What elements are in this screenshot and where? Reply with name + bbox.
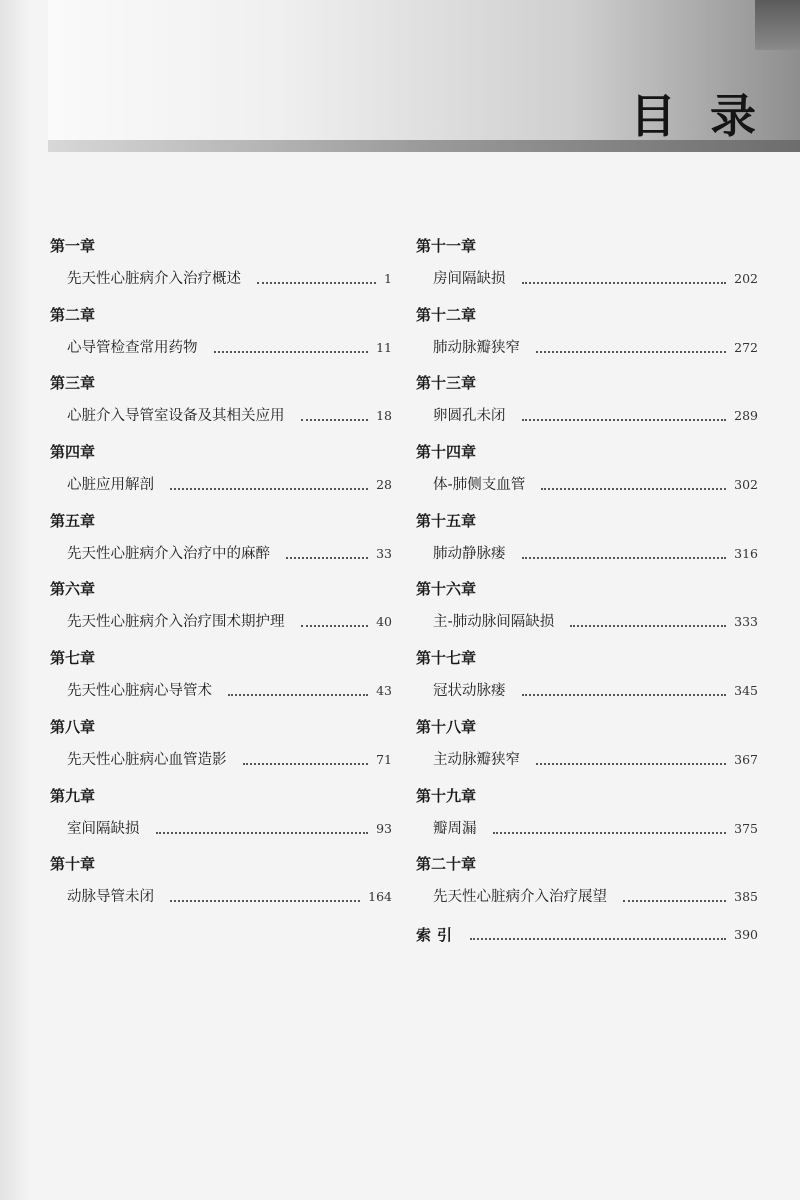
chapter-number: 第九章	[50, 786, 96, 805]
chapter-number: 第十二章	[416, 305, 477, 324]
toc-entry[interactable]	[416, 236, 758, 305]
entry-line	[433, 679, 758, 701]
page-number: 367	[734, 751, 758, 767]
entry-line	[67, 473, 392, 495]
toc-entry[interactable]	[50, 305, 392, 374]
dot-leader	[522, 282, 727, 284]
toc-entry[interactable]	[50, 579, 392, 648]
page-number: 1	[384, 271, 392, 286]
toc-entry[interactable]	[50, 786, 392, 855]
chapter-number: 第十三章	[416, 374, 477, 393]
chapter-number: 第八章	[50, 717, 96, 736]
chapter-title[interactable]: 肺动脉瓣狭窄	[433, 339, 520, 356]
chapter-number: 第四章	[50, 443, 96, 462]
chapter-title[interactable]: 动脉导管未闭	[67, 889, 154, 906]
chapter-number: 第十一章	[416, 237, 477, 255]
chapter-title[interactable]: 先天性心脏病介入治疗展望	[433, 889, 607, 906]
toc-entry[interactable]	[50, 854, 392, 923]
page-number: 33	[376, 545, 392, 561]
chapter-title[interactable]: 冠状动脉瘘	[433, 683, 506, 700]
entry-line	[67, 679, 392, 701]
entry-line	[433, 610, 758, 632]
entry-line	[433, 885, 758, 907]
chapter-number: 第十六章	[416, 580, 477, 599]
dot-leader	[156, 832, 369, 834]
chapter-title[interactable]: 先天性心脏病心导管术	[67, 683, 212, 700]
page-number: 43	[376, 683, 392, 699]
chapter-number: 第一章	[50, 237, 96, 255]
page-number: 385	[734, 889, 758, 905]
chapter-title[interactable]: 体-肺侧支血管	[433, 477, 526, 494]
page-number: 40	[376, 614, 392, 630]
chapter-title[interactable]: 先天性心脏病心血管造影	[67, 751, 227, 768]
chapter-title[interactable]: 主动脉瓣狭窄	[433, 751, 520, 768]
chapter-number: 第十七章	[416, 649, 477, 668]
dot-leader	[536, 763, 726, 765]
entry-line	[433, 542, 758, 564]
entry-line	[67, 885, 392, 907]
entry-line	[67, 610, 392, 632]
dot-leader	[286, 557, 368, 559]
dot-leader	[493, 832, 727, 834]
chapter-title[interactable]: 心脏应用解剖	[67, 477, 154, 494]
page-number: 333	[734, 614, 758, 630]
toc-entry[interactable]	[416, 854, 758, 923]
dot-leader	[301, 419, 369, 421]
toc-entry[interactable]	[50, 236, 392, 305]
toc-entry[interactable]	[416, 648, 758, 717]
chapter-number: 第六章	[50, 580, 96, 599]
dot-leader	[522, 694, 727, 696]
dot-leader	[536, 351, 726, 353]
toc-entry[interactable]	[50, 511, 392, 580]
chapter-number: 第七章	[50, 649, 96, 668]
page-number: 71	[376, 751, 392, 767]
dot-leader	[257, 282, 376, 284]
page-number: 202	[734, 271, 758, 286]
entry-line	[433, 267, 758, 289]
toc-entry[interactable]	[416, 442, 758, 511]
dot-leader	[541, 488, 726, 490]
chapter-number: 第十八章	[416, 717, 477, 736]
dot-leader	[228, 694, 368, 696]
chapter-number: 第十章	[50, 855, 96, 874]
toc-entry[interactable]	[50, 648, 392, 717]
page-number: 345	[734, 683, 758, 699]
chapter-title[interactable]: 先天性心脏病介入治疗围术期护理	[67, 614, 285, 631]
toc-entry[interactable]	[416, 305, 758, 374]
chapter-number: 第二十章	[416, 855, 477, 874]
chapter-title[interactable]: 房间隔缺损	[433, 271, 506, 287]
toc-left-column	[50, 236, 392, 923]
chapter-number: 第十五章	[416, 511, 477, 530]
dot-leader	[243, 763, 369, 765]
corner-tab-mark	[755, 0, 800, 50]
page-number: 18	[376, 408, 392, 424]
chapter-number: 第五章	[50, 511, 96, 530]
dot-leader	[522, 419, 727, 421]
chapter-number: 第十四章	[416, 443, 477, 462]
entry-line	[67, 267, 392, 289]
page-number: 375	[734, 820, 758, 836]
chapter-number: 第二章	[50, 305, 96, 324]
toc-entry[interactable]	[416, 786, 758, 855]
toc-entry[interactable]	[416, 717, 758, 786]
chapter-title[interactable]: 卵圆孔未闭	[433, 408, 506, 425]
dot-leader	[623, 900, 726, 902]
chapter-title[interactable]: 瓣周漏	[433, 820, 477, 837]
page-number: 28	[376, 477, 392, 493]
dot-leader	[214, 351, 369, 353]
page-title: 目录	[630, 89, 790, 143]
page-binding-edge	[0, 0, 30, 1200]
page-number: 272	[734, 339, 758, 355]
chapter-title[interactable]: 主-肺动脉间隔缺损	[433, 614, 555, 631]
entry-line	[67, 542, 392, 564]
chapter-title[interactable]: 肺动静脉瘘	[433, 545, 506, 562]
chapter-number: 第十九章	[416, 786, 477, 805]
chapter-number: 第三章	[50, 374, 96, 393]
page-number: 390	[734, 926, 758, 942]
entry-line	[67, 817, 392, 839]
toc-right-column	[416, 236, 758, 945]
entry-line	[433, 473, 758, 495]
dot-leader	[301, 625, 369, 627]
page-number: 316	[734, 545, 758, 561]
page-number: 302	[734, 477, 758, 493]
dot-leader	[170, 900, 360, 902]
entry-line	[433, 817, 758, 839]
chapter-title[interactable]: 先天性心脏病介入治疗概述	[67, 271, 241, 287]
toc-entry[interactable]	[416, 373, 758, 442]
index-title[interactable]: 索引	[416, 925, 459, 944]
entry-line	[67, 748, 392, 770]
chapter-title[interactable]: 心导管检查常用药物	[67, 339, 198, 356]
dot-leader	[522, 557, 727, 559]
chapter-title[interactable]: 室间隔缺损	[67, 820, 140, 837]
toc-entry[interactable]	[50, 717, 392, 786]
page-number: 93	[376, 820, 392, 836]
chapter-title[interactable]: 心脏介入导管室设备及其相关应用	[67, 408, 285, 425]
page-number: 11	[376, 339, 392, 355]
toc-entry[interactable]	[416, 579, 758, 648]
entry-line	[433, 336, 758, 358]
toc-entry[interactable]	[50, 442, 392, 511]
entry-line	[433, 748, 758, 770]
dot-leader	[570, 625, 726, 627]
chapter-title[interactable]: 先天性心脏病介入治疗中的麻醉	[67, 545, 270, 562]
dot-leader	[170, 488, 368, 490]
page-number: 289	[734, 408, 758, 424]
dot-leader	[470, 938, 726, 940]
page-number: 164	[368, 889, 392, 905]
entry-line	[67, 404, 392, 426]
toc-entry[interactable]	[416, 511, 758, 580]
index-entry[interactable]	[416, 923, 758, 945]
entry-line	[433, 404, 758, 426]
entry-line	[67, 336, 392, 358]
toc-entry[interactable]	[50, 373, 392, 442]
